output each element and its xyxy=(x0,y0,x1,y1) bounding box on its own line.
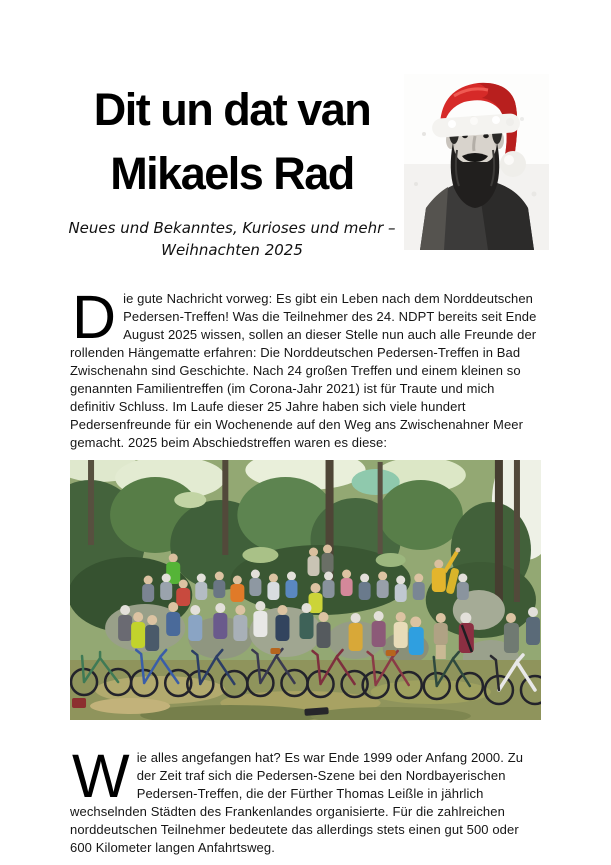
article-continued xyxy=(70,742,541,857)
article xyxy=(70,283,541,452)
drop-cap-w: W xyxy=(72,742,130,810)
title-block xyxy=(60,74,404,261)
newsletter-subtitle-line1: Neues und Bekanntes, Kurioses und mehr – xyxy=(68,219,396,237)
newsletter-subtitle-line2: Weihnachten 2025 xyxy=(161,241,303,259)
paragraph-2-text: ie alles angefangen hat? Es war Ende 1999 oder Anfang 2000. Zu der Zeit traf sich die Pedersen-Szene bei den Nordbayerischen Pedersen-Treffen, die der Fürther Thomas Leißle in jährlich wechselnden Städten des Frankenlandes organisierte. Für die zahlreichen norddeutschen Teilnehmer bedeutete das allerdings stets einen gut 500 oder 600 Kilometer langen Anfahrtsweg. xyxy=(70,750,524,855)
masthead xyxy=(60,74,549,261)
newsletter-subtitle xyxy=(60,217,404,261)
paragraph-1 xyxy=(70,283,541,452)
newsletter-title-line1: Dit un dat van xyxy=(93,84,371,135)
newsletter-title-line2: Mikaels Rad xyxy=(110,148,354,199)
group-photo-image xyxy=(70,460,541,720)
founder-portrait-image xyxy=(404,74,549,250)
paragraph-2 xyxy=(70,742,541,857)
paragraph-1-text: ie gute Nachricht vorweg: Es gibt ein Leben nach dem Norddeutschen Pedersen-Treffen! Was die Teilnehmer des 24. NDPT bereits seit Ende August 2025 wissen, sollen an dieser Stelle nun auch alle Freunde der rollenden Hängematte erfahren: Die Norddeutschen Pedersen-Treffen in Bad Zwischenahn sind Geschichte. Nach 24 großen Treffen und einem kleinen so genannten Familientreffen (im Corona-Jahr 2021) ist für Traute und mich definitiv Schluss. Im Laufe dieser 25 Jahre haben sich viele hundert Pedersenfreunde für ein Wochenende auf den Weg ans Zwischenahner Meer gemacht. 2025 beim Abschiedstreffen waren es diese: xyxy=(70,291,537,450)
drop-cap-d: D xyxy=(72,283,117,351)
